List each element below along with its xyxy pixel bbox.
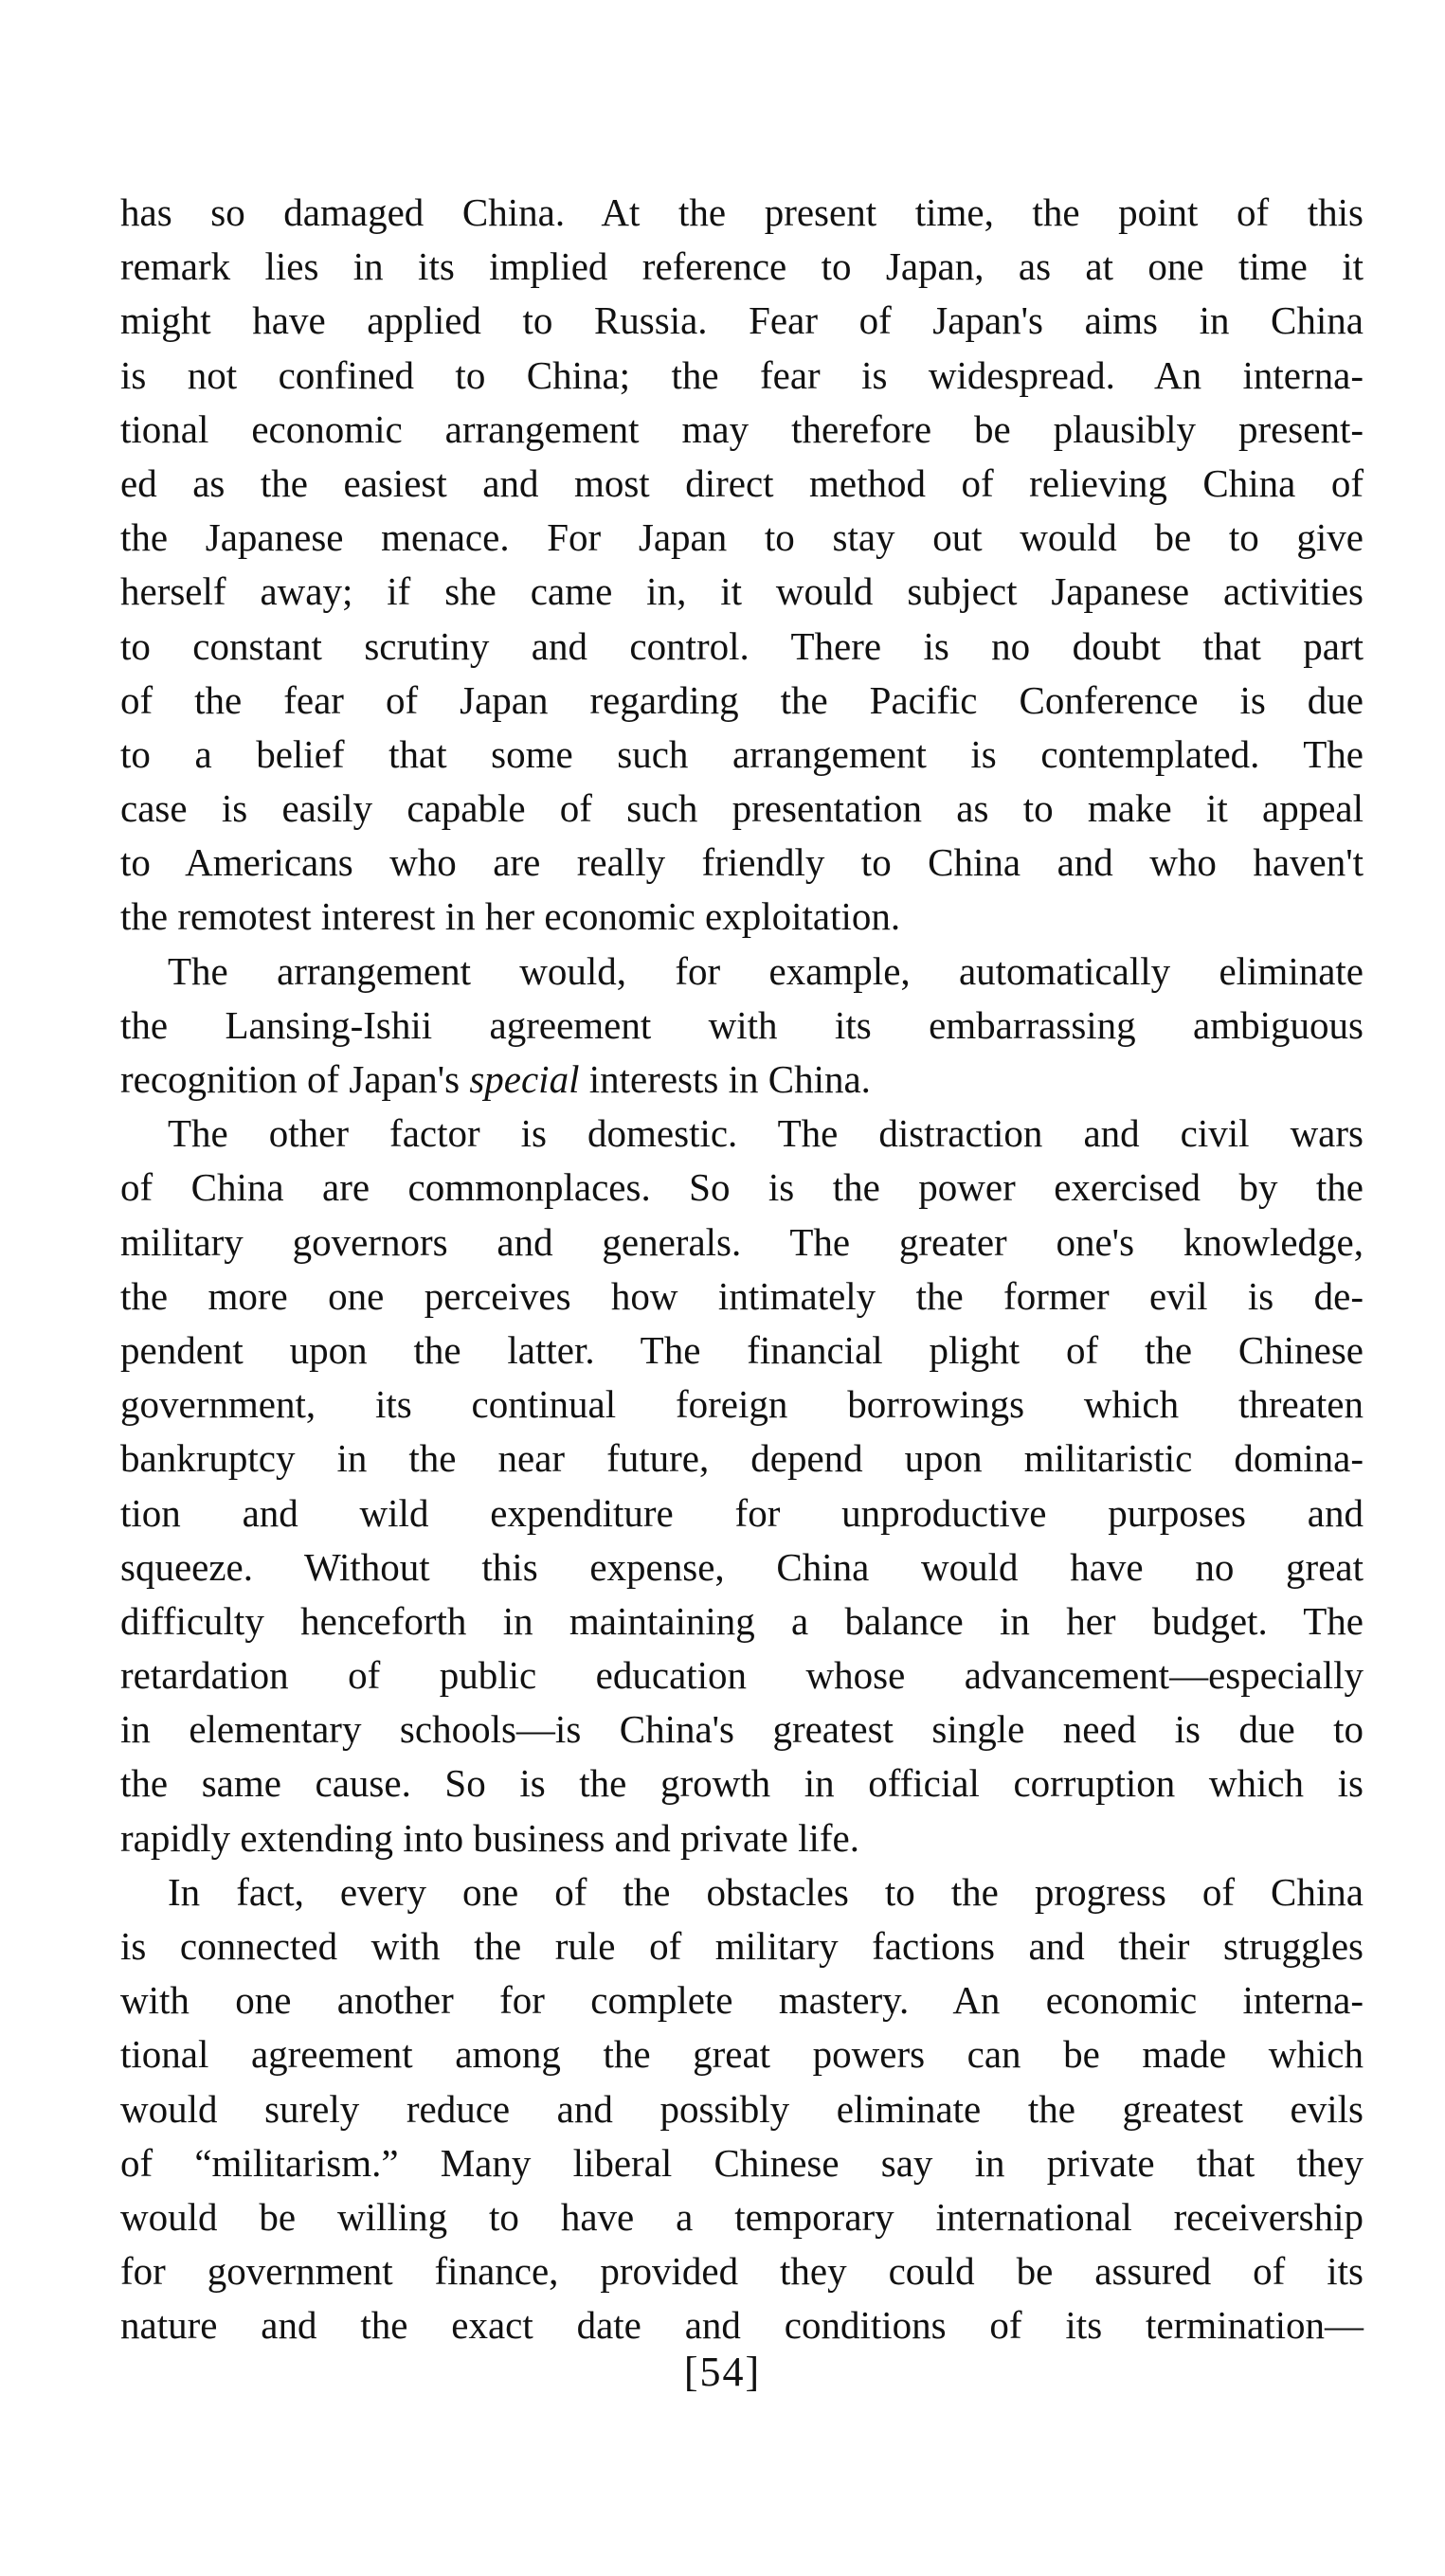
text-segment: tional agreement among the great powers can be made which	[120, 2032, 1364, 2077]
text-line	[120, 1432, 1364, 1486]
text-line	[120, 782, 1364, 836]
text-segment: In fact, every one of the obstacles to the progress of China	[168, 1869, 1364, 1914]
text-segment: the same cause. So is the growth in official corruption which is	[120, 1761, 1364, 1806]
paragraph	[120, 945, 1364, 1108]
text-segment: the more one perceives how intimately the former evil is de-	[120, 1273, 1364, 1318]
text-segment: would surely reduce and possibly eliminate the greatest evils	[120, 2086, 1364, 2131]
text-segment: military governors and generals. The greater one's knowledge,	[120, 1219, 1364, 1264]
text-line	[120, 2190, 1364, 2244]
text-segment: herself away; if she came in, it would subject Japanese activities	[120, 569, 1364, 614]
text-line	[120, 1594, 1364, 1648]
text-segment: bankruptcy in the near future, depend upon militaristic domina-	[120, 1436, 1364, 1481]
text-segment: the Japanese menace. For Japan to stay out would be to give	[120, 515, 1364, 560]
text-line	[120, 1161, 1364, 1215]
text-line	[120, 294, 1364, 348]
text-segment: might have applied to Russia. Fear of Japan's aims in China	[120, 298, 1364, 343]
text-line	[120, 1378, 1364, 1432]
text-segment: has so damaged China. At the present time, the point of this	[120, 190, 1364, 234]
text-segment: difficulty henceforth in maintaining a balance in her budget. The	[120, 1598, 1364, 1643]
text-line	[120, 1756, 1364, 1810]
text-line	[120, 2298, 1364, 2352]
text-line	[120, 1702, 1364, 1756]
text-segment: is connected with the rule of military factions and their struggles	[120, 1924, 1364, 1968]
text-line	[120, 999, 1364, 1053]
text-segment: government, its continual foreign borrowings which threaten	[120, 1382, 1364, 1427]
text-segment: rapidly extending into business and private life.	[120, 1815, 859, 1860]
text-line	[120, 186, 1364, 240]
text-segment: case is easily capable of such presentation as to make it appeal	[120, 786, 1364, 831]
text-line	[120, 1540, 1364, 1594]
text-line	[120, 674, 1364, 728]
text-line	[120, 620, 1364, 674]
text-line	[120, 1811, 1364, 1865]
text-line	[120, 403, 1364, 457]
italic-text: special	[469, 1057, 580, 1101]
text-segment: to a belief that some such arrangement is contemplated. The	[120, 731, 1364, 776]
paragraph	[120, 186, 1364, 945]
text-segment: is not confined to China; the fear is widespread. An interna-	[120, 352, 1364, 397]
text-line	[120, 2136, 1364, 2190]
text-segment: of the fear of Japan regarding the Pacific Conference is due	[120, 677, 1364, 722]
text-line	[120, 1486, 1364, 1540]
text-segment: pendent upon the latter. The financial plight of the Chinese	[120, 1327, 1364, 1372]
text-line	[120, 1270, 1364, 1324]
text-line	[120, 836, 1364, 890]
text-segment: of China are commonplaces. So is the power exercised by the	[120, 1165, 1364, 1210]
text-segment: nature and the exact date and conditions of its termination—	[120, 2303, 1364, 2348]
text-segment: The arrangement would, for example, automatically eliminate	[168, 948, 1364, 993]
text-line	[120, 2244, 1364, 2298]
text-line	[120, 2082, 1364, 2136]
paragraph	[120, 1107, 1364, 1865]
text-line	[120, 890, 1364, 944]
text-segment: to Americans who are really friendly to China and who haven't	[120, 840, 1364, 885]
text-segment: retardation of public education whose advancement—especially	[120, 1653, 1364, 1698]
page-number: [54]	[683, 2349, 762, 2395]
body-text	[120, 186, 1364, 2353]
text-line	[120, 728, 1364, 782]
text-segment: ed as the easiest and most direct method of relieving China of	[120, 460, 1364, 505]
text-segment: tion and wild expenditure for unproductive purposes and	[120, 1490, 1364, 1535]
text-line	[120, 457, 1364, 511]
text-segment: recognition of Japan's	[120, 1057, 470, 1101]
text-line	[120, 1216, 1364, 1270]
text-line	[120, 1324, 1364, 1378]
text-line	[120, 1107, 1364, 1161]
text-line	[120, 1648, 1364, 1702]
text-line	[120, 349, 1364, 403]
text-segment: remark lies in its implied reference to Japan, as at one time it	[120, 244, 1364, 289]
text-line	[120, 945, 1364, 999]
text-line	[120, 1053, 1364, 1107]
text-segment: to constant scrutiny and control. There is no doubt that part	[120, 623, 1364, 668]
text-line	[120, 511, 1364, 565]
text-line	[120, 1919, 1364, 1973]
text-segment: interests in China.	[579, 1057, 871, 1101]
text-segment: of “militarism.” Many liberal Chinese say in private that they	[120, 2140, 1364, 2185]
text-line	[120, 240, 1364, 294]
text-segment: the Lansing-Ishii agreement with its embarrassing ambiguous	[120, 1002, 1364, 1047]
text-segment: for government finance, provided they could be assured of its	[120, 2249, 1364, 2294]
text-segment: would be willing to have a temporary international receivership	[120, 2194, 1364, 2239]
text-line	[120, 1865, 1364, 1919]
text-segment: the remotest interest in her economic exploitation.	[120, 894, 901, 939]
text-segment: tional economic arrangement may therefore be plausibly present-	[120, 406, 1364, 451]
text-segment: The other factor is domestic. The distraction and civil wars	[168, 1111, 1364, 1156]
text-segment: squeeze. Without this expense, China would have no great	[120, 1544, 1364, 1589]
text-segment: in elementary schools—is China's greatest single need is due to	[120, 1707, 1364, 1752]
text-line	[120, 1973, 1364, 2027]
text-segment: with one another for complete mastery. An economic interna-	[120, 1978, 1364, 2023]
paragraph	[120, 1865, 1364, 2353]
text-line	[120, 565, 1364, 619]
text-line	[120, 2027, 1364, 2081]
